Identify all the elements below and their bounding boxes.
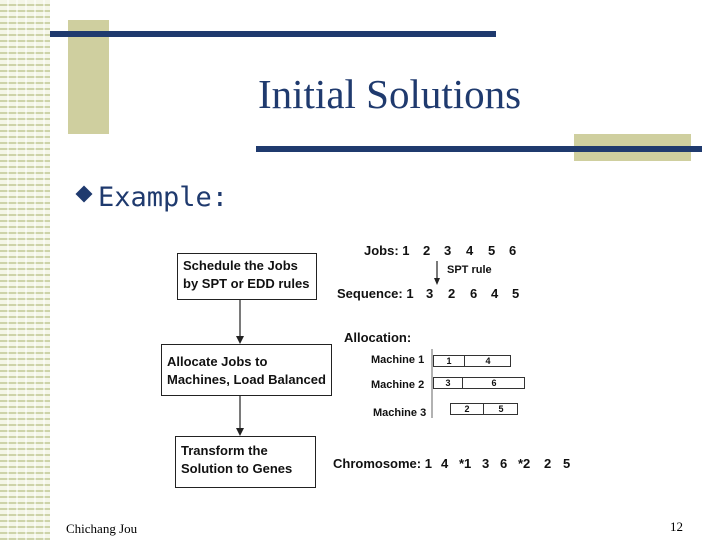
sequence-value: 6 xyxy=(470,286,478,301)
jobs-value: 3 xyxy=(444,243,452,258)
gantt-job: 6 xyxy=(491,378,497,388)
decorative-bar-top xyxy=(50,31,496,37)
chromosome-value: *2 xyxy=(518,456,531,471)
decorative-block-top xyxy=(68,20,109,134)
decorative-stripes xyxy=(0,0,50,540)
jobs-value: 6 xyxy=(509,243,517,258)
step-schedule-box: Schedule the Jobs by SPT or EDD rules xyxy=(177,253,317,300)
machine-label: Machine 3 xyxy=(373,407,427,419)
jobs-label: Jobs: 1 xyxy=(364,243,410,258)
spt-rule-label: SPT rule xyxy=(447,264,492,276)
machine-3-gantt xyxy=(450,403,518,415)
machine-label: Machine 2 xyxy=(371,379,425,391)
bullet-text: Example: xyxy=(98,182,229,213)
chromosome-label: Chromosome: 1 xyxy=(333,456,432,471)
chromosome-value: *1 xyxy=(459,456,472,471)
chromosome-value: 4 xyxy=(441,456,449,471)
gantt-job: 5 xyxy=(498,404,504,414)
decorative-bar-bottom xyxy=(256,146,702,152)
jobs-value: 2 xyxy=(423,243,431,258)
slide-title: Initial Solutions xyxy=(258,71,522,117)
allocation-label: Allocation: xyxy=(344,330,412,345)
chromosome-value: 2 xyxy=(544,456,552,471)
machine-label: Machine 1 xyxy=(371,354,425,366)
step-transform-box: Transform the Solution to Genes xyxy=(175,436,316,488)
jobs-value: 4 xyxy=(466,243,474,258)
gantt-job: 2 xyxy=(464,404,470,414)
gantt-job: 4 xyxy=(485,356,491,366)
bullet-diamond-icon xyxy=(76,186,93,203)
page-number: 12 xyxy=(670,519,683,534)
sequence-value: 5 xyxy=(512,286,520,301)
chromosome-value: 5 xyxy=(563,456,571,471)
chromosome-value: 6 xyxy=(500,456,508,471)
sequence-value: 4 xyxy=(491,286,499,301)
jobs-value: 5 xyxy=(488,243,496,258)
sequence-value: 3 xyxy=(426,286,434,301)
gantt-job: 3 xyxy=(445,378,451,388)
machine-1-gantt xyxy=(433,355,511,367)
chromosome-value: 3 xyxy=(482,456,490,471)
machine-2-gantt xyxy=(433,377,525,389)
sequence-value: 2 xyxy=(448,286,456,301)
author-footer: Chichang Jou xyxy=(66,521,138,536)
gantt-job: 1 xyxy=(446,356,452,366)
sequence-label: Sequence: 1 xyxy=(337,286,414,301)
step-allocate-box: Allocate Jobs to Machines, Load Balanced xyxy=(161,344,332,396)
